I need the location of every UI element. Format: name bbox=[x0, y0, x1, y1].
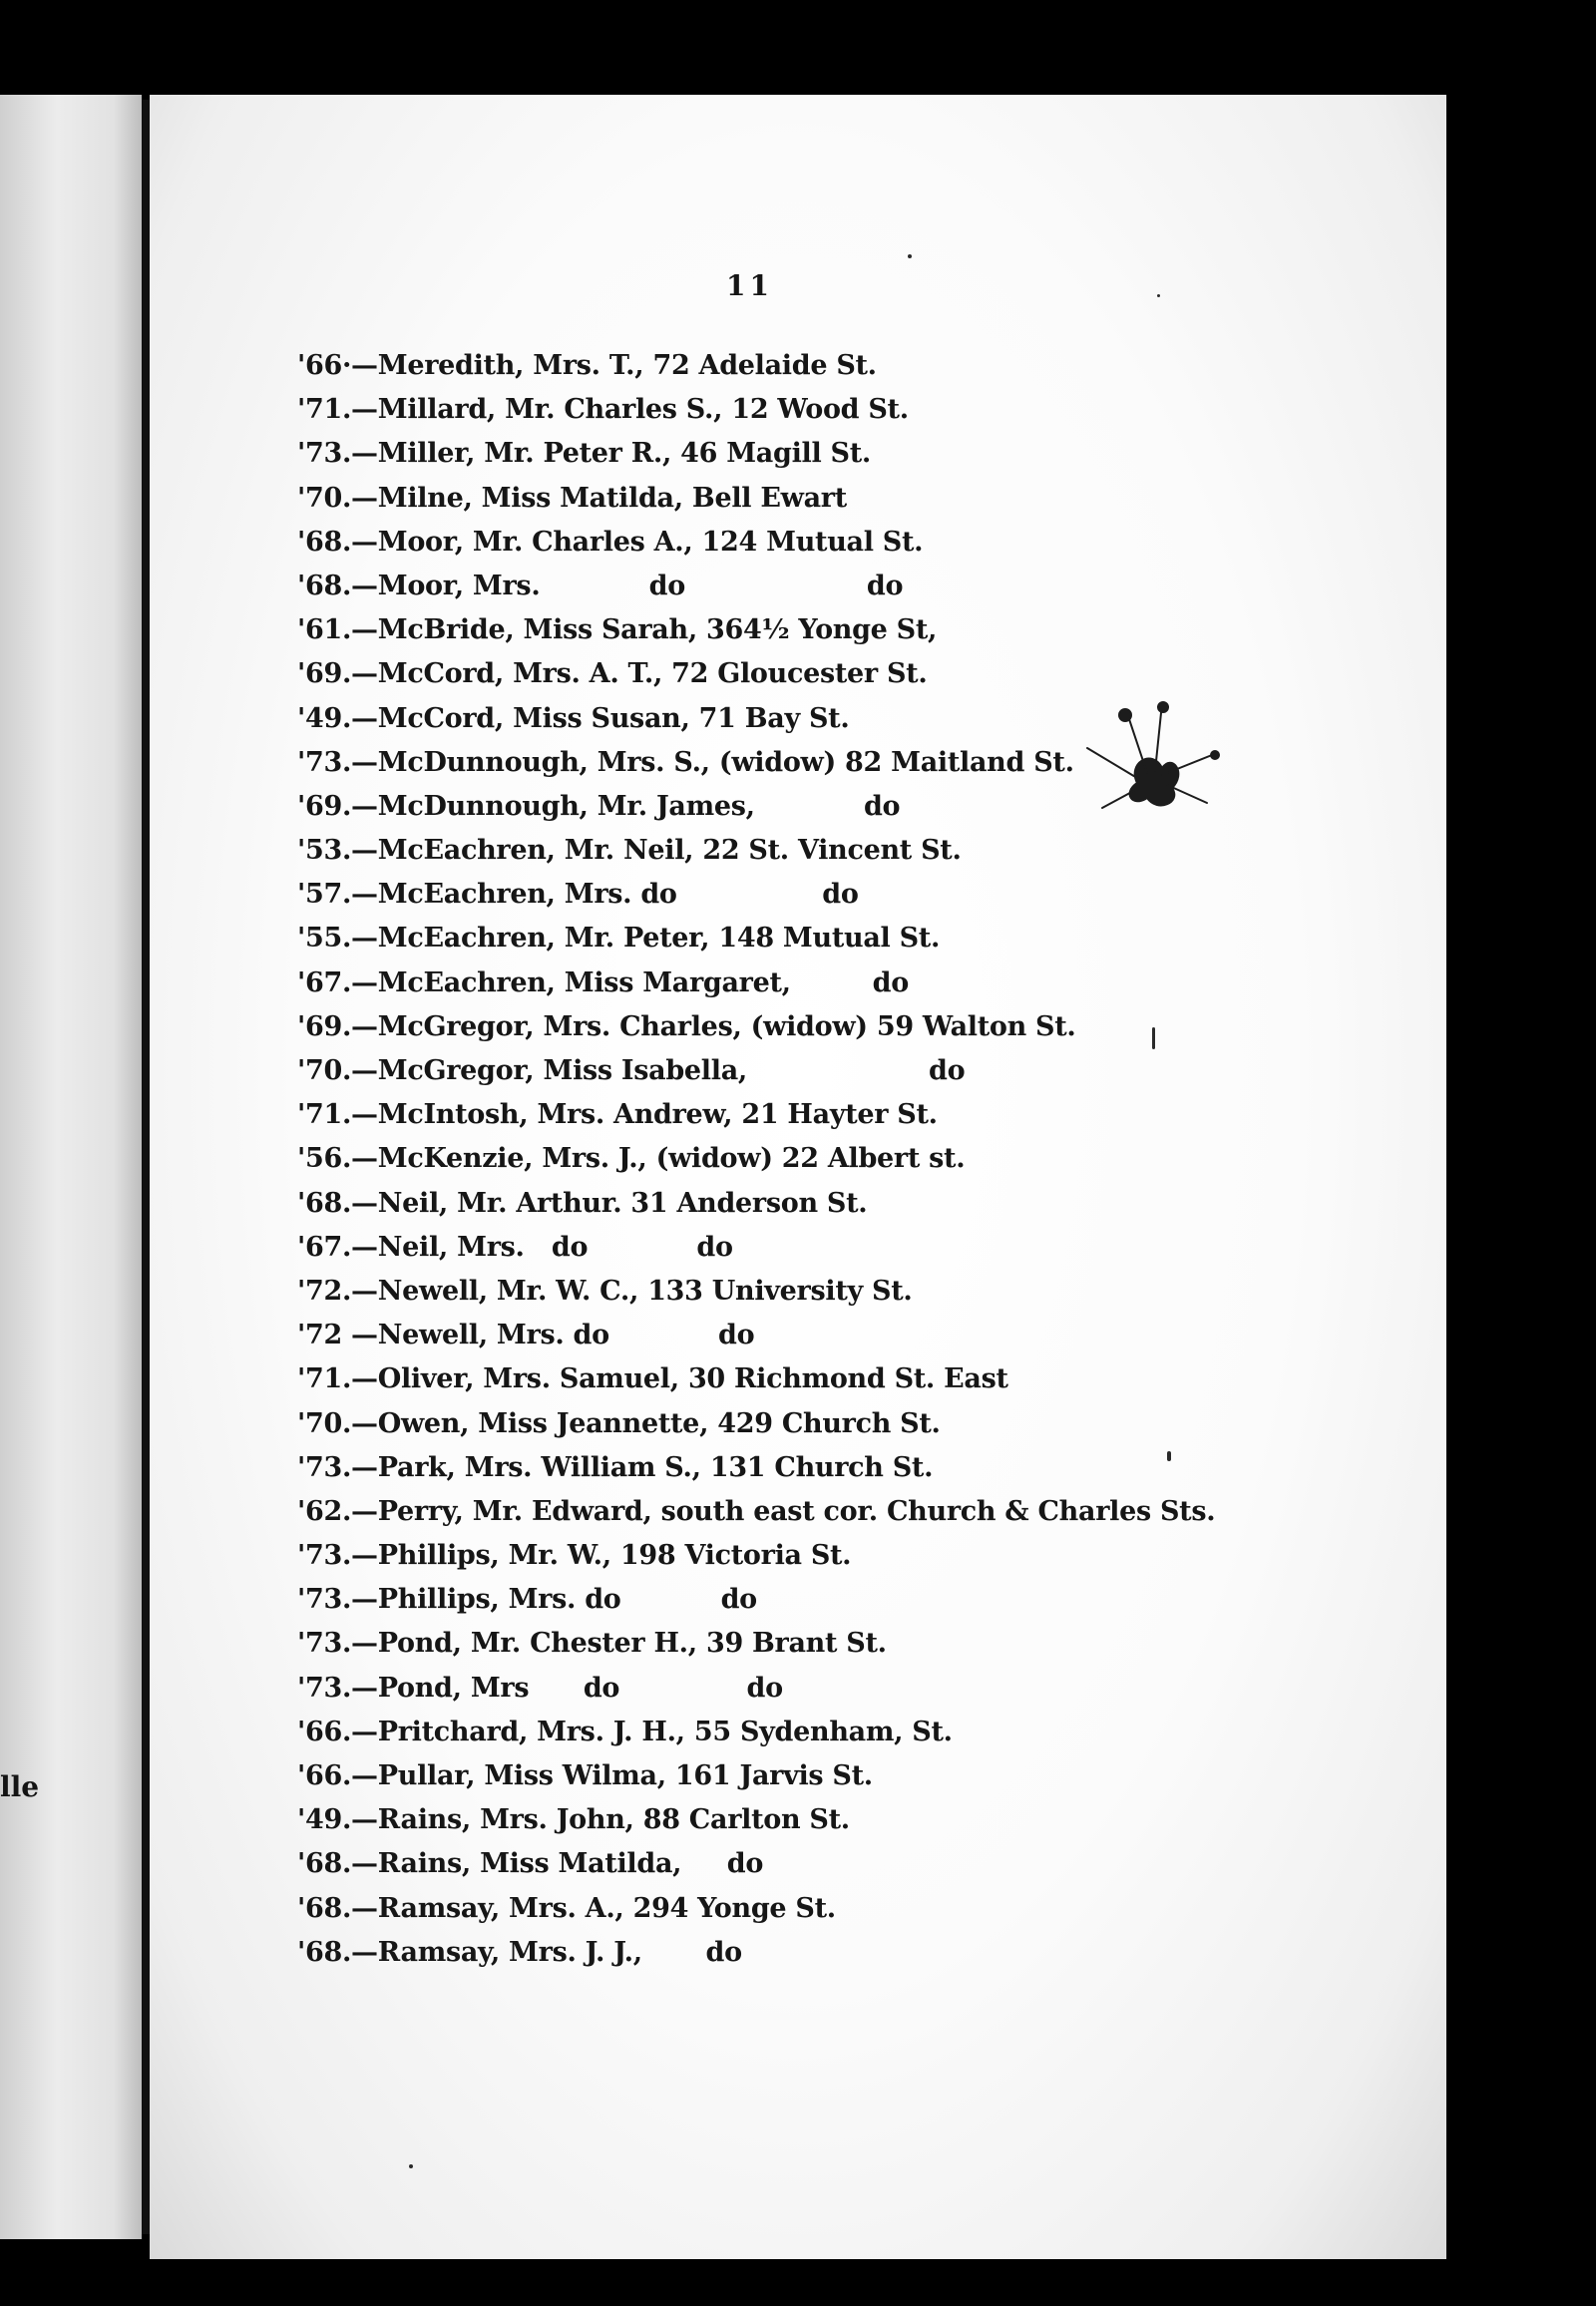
list-item: '68.—Ramsay, Mrs. A., 294 Yonge St. bbox=[297, 1892, 836, 1924]
list-item: '49.—Rains, Mrs. John, 88 Carlton St. bbox=[297, 1804, 850, 1836]
ink-blot-mark bbox=[1067, 693, 1227, 823]
page-number: 11 bbox=[726, 269, 773, 302]
list-item: '73.—Phillips, Mrs. do do bbox=[297, 1584, 757, 1616]
list-item: '67.—Neil, Mrs. do do bbox=[297, 1231, 733, 1263]
list-item: '68.—Moor, Mrs. do do bbox=[297, 570, 904, 601]
list-item: '66.—Pullar, Miss Wilma, 161 Jarvis St. bbox=[297, 1760, 873, 1791]
list-item: '68.—Moor, Mr. Charles A., 124 Mutual St. bbox=[297, 526, 924, 558]
list-item: '66.—Pritchard, Mrs. J. H., 55 Sydenham, St. bbox=[297, 1716, 953, 1747]
list-item: '61.—McBride, Miss Sarah, 364½ Yonge St, bbox=[297, 614, 938, 646]
list-item: '69.—McGregor, Mrs. Charles, (widow) 59 Walton St. bbox=[297, 1010, 1076, 1042]
list-item: '73.—Park, Mrs. William S., 131 Church St. bbox=[297, 1451, 934, 1483]
list-item: '67.—McEachren, Miss Margaret, do bbox=[297, 966, 909, 998]
list-item: '69.—McDunnough, Mr. James, do bbox=[297, 790, 901, 822]
list-item: '68.—Neil, Mr. Arthur. 31 Anderson St. bbox=[297, 1187, 868, 1219]
list-item: '71.—Millard, Mr. Charles S., 12 Wood St. bbox=[297, 394, 909, 426]
paper-speck bbox=[1157, 294, 1160, 297]
page bbox=[150, 95, 1446, 2259]
list-item: '73.—Phillips, Mr. W., 198 Victoria St. bbox=[297, 1540, 852, 1572]
list-item: '72 —Newell, Mrs. do do bbox=[297, 1320, 755, 1351]
list-item: '66·—Meredith, Mrs. T., 72 Adelaide St. bbox=[297, 350, 877, 381]
list-item: '70.—McGregor, Miss Isabella, do bbox=[297, 1055, 966, 1086]
list-item: '56.—McKenzie, Mrs. J., (widow) 22 Albert st. bbox=[297, 1143, 966, 1175]
list-item: '73.—Miller, Mr. Peter R., 46 Magill St. bbox=[297, 438, 872, 470]
paper-speck bbox=[1167, 1451, 1171, 1461]
list-item: '69.—McCord, Mrs. A. T., 72 Gloucester St. bbox=[297, 658, 928, 690]
list-item: '73.—Pond, Mrs do do bbox=[297, 1672, 783, 1704]
paper-speck bbox=[1152, 1027, 1155, 1049]
facing-page-text-fragment: lle bbox=[0, 1770, 40, 1803]
list-item: '55.—McEachren, Mr. Peter, 148 Mutual St. bbox=[297, 923, 941, 955]
list-item: '70.—Owen, Miss Jeannette, 429 Church St. bbox=[297, 1407, 941, 1439]
list-item: '71.—Oliver, Mrs. Samuel, 30 Richmond St. East bbox=[297, 1363, 1008, 1395]
list-item: '62.—Perry, Mr. Edward, south east cor. Church & Charles Sts. bbox=[297, 1495, 1216, 1527]
list-item: '68.—Ramsay, Mrs. J. J., do bbox=[297, 1936, 742, 1968]
list-item: '71.—McIntosh, Mrs. Andrew, 21 Hayter St. bbox=[297, 1099, 938, 1131]
list-item: '49.—McCord, Miss Susan, 71 Bay St. bbox=[297, 702, 850, 734]
book-gutter bbox=[142, 100, 150, 2234]
list-item: '57.—McEachren, Mrs. do do bbox=[297, 879, 859, 911]
list-item: '68.—Rains, Miss Matilda, do bbox=[297, 1848, 764, 1880]
list-item: '53.—McEachren, Mr. Neil, 22 St. Vincent St. bbox=[297, 835, 962, 867]
facing-page-edge bbox=[0, 95, 142, 2239]
list-item: '73.—McDunnough, Mrs. S., (widow) 82 Maitland St. bbox=[297, 746, 1074, 778]
membership-list bbox=[297, 344, 1215, 1975]
list-item: '70.—Milne, Miss Matilda, Bell Ewart bbox=[297, 482, 847, 514]
list-item: '73.—Pond, Mr. Chester H., 39 Brant St. bbox=[297, 1628, 887, 1660]
list-item: '72.—Newell, Mr. W. C., 133 University St. bbox=[297, 1275, 913, 1307]
paper-speck bbox=[908, 254, 912, 258]
paper-speck bbox=[409, 2164, 413, 2168]
